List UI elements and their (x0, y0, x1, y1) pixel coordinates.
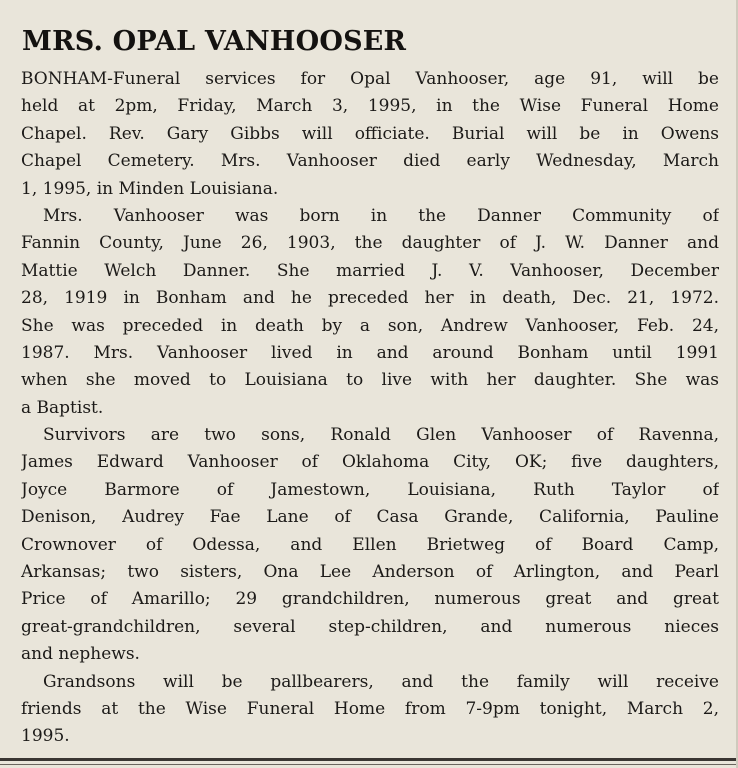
obituary-line: BONHAM-Funeral services for Opal Vanhooser, age 91, will be (21, 69, 719, 89)
obituary-line: Arkansas; two sisters, Ona Lee Anderson of Arlington, and Pearl (21, 562, 719, 583)
obituary-line: James Edward Vanhooser of Oklahoma City, OK; five daughters, (21, 452, 719, 473)
obituary-line: 1, 1995, in Minden Louisiana. (21, 178, 279, 199)
obituary-line: friends at the Wise Funeral Home from 7-9pm tonight, March 2, (21, 698, 719, 719)
obituary-line: Price of Amarillo; 29 grandchildren, numerous great and great (21, 589, 719, 610)
obituary-line: and nephews. (21, 644, 140, 665)
obituary-line: Denison, Audrey Fae Lane of Casa Grande, California, Pauline (21, 507, 719, 528)
bottom-rule-thin (0, 764, 738, 765)
obituary-line: 1995. (21, 726, 70, 747)
obituary-line: Grandsons will be pallbearers, and the family will receive (43, 671, 719, 692)
obituary-line: 1987. Mrs. Vanhooser lived in and around Bonham until 1991 (21, 342, 719, 363)
obituary-line: 28, 1919 in Bonham and he preceded her in death, Dec. 21, 1972. (21, 288, 719, 309)
obituary-line: Chapel Cemetery. Mrs. Vanhooser died early Wednesday, March (21, 151, 719, 172)
obituary-line: when she moved to Louisiana to live with her daughter. She was (21, 370, 719, 391)
obituary-line: Mrs. Vanhooser was born in the Danner Community of (43, 205, 719, 226)
bottom-rule (0, 758, 738, 761)
obituary-line: Mattie Welch Danner. She married J. V. Vanhooser, December (21, 260, 719, 281)
obituary-line: Chapel. Rev. Gary Gibbs will officiate. Burial will be in Owens (21, 123, 719, 144)
obituary-line: a Baptist. (21, 397, 104, 418)
obituary-body (21, 66, 719, 751)
obituary-headline: MRS. OPAL VANHOOSER (22, 26, 407, 57)
obituary-line: Fannin County, June 26, 1903, the daughter of J. W. Danner and (21, 233, 719, 254)
obituary-line: held at 2pm, Friday, March 3, 1995, in the Wise Funeral Home (21, 96, 719, 117)
obituary-line: Joyce Barmore of Jamestown, Louisiana, Ruth Taylor of (21, 479, 719, 500)
obituary-line: Survivors are two sons, Ronald Glen Vanhooser of Ravenna, (43, 425, 719, 446)
obituary-line: She was preceded in death by a son, Andrew Vanhooser, Feb. 24, (21, 315, 719, 336)
obituary-line: great-grandchildren, several step-children, and numerous nieces (21, 616, 719, 637)
obituary-line: Crownover of Odessa, and Ellen Brietweg of Board Camp, (21, 534, 719, 555)
